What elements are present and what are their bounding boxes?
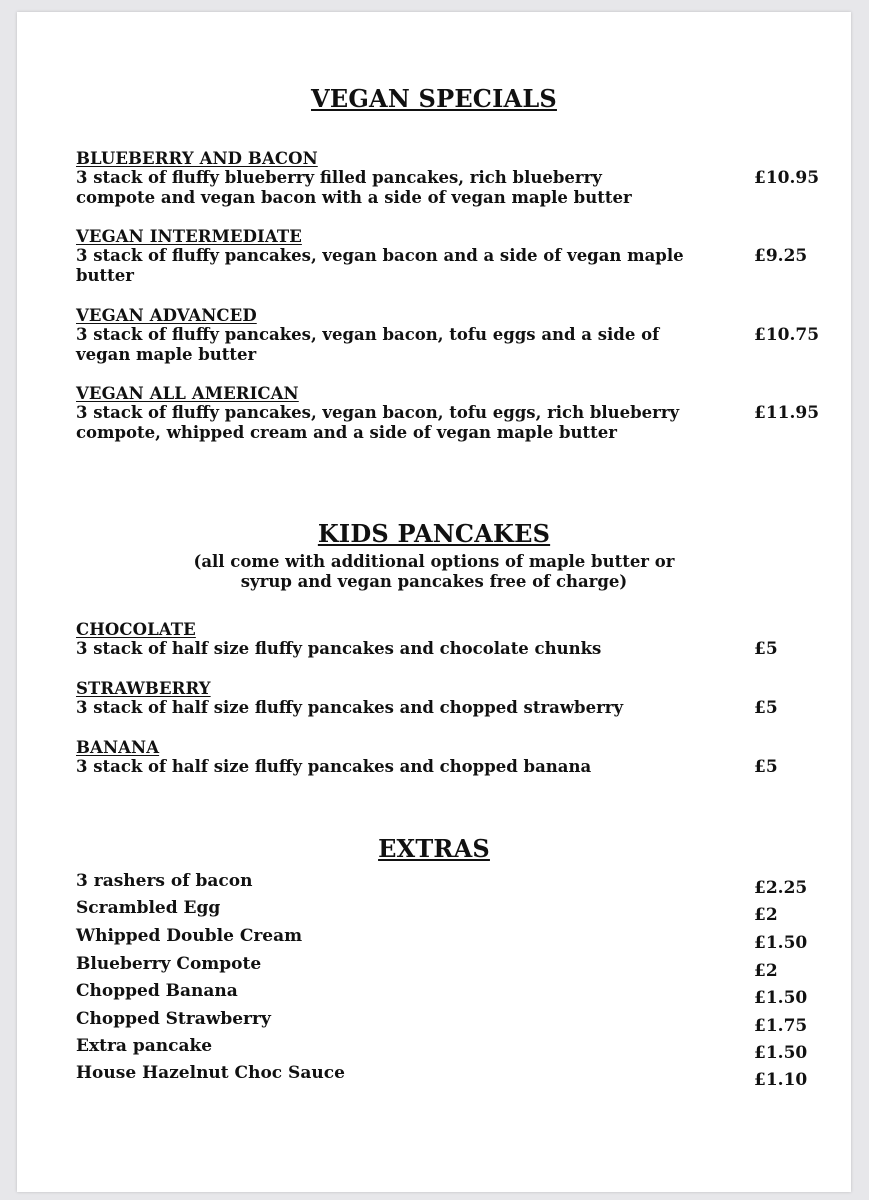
extra-item-price: £1.50 bbox=[754, 1043, 808, 1063]
menu-item-name: BANANA bbox=[76, 738, 160, 757]
menu-item-price: £10.95 bbox=[754, 168, 820, 188]
menu-item-description: 3 stack of fluffy pancakes, vegan bacon, tofu eggs and a side of vegan maple butter bbox=[76, 325, 660, 364]
extra-item-name: Extra pancake bbox=[76, 1036, 213, 1056]
menu-item-name: VEGAN ALL AMERICAN bbox=[76, 384, 299, 403]
menu-item-blueberry-and-bacon bbox=[76, 149, 816, 208]
kids-pancakes-note-line2: syrup and vegan pancakes free of charge) bbox=[240, 572, 628, 591]
kids-pancakes-note-line1: (all come with additional options of maple butter or bbox=[193, 552, 675, 571]
menu-item-price: £9.25 bbox=[754, 246, 808, 266]
menu-item-description: 3 stack of half size fluffy pancakes and chopped banana bbox=[76, 757, 592, 776]
menu-item-name: VEGAN ADVANCED bbox=[76, 306, 257, 325]
menu-item-chocolate bbox=[76, 620, 816, 659]
menu-page bbox=[17, 12, 851, 1192]
extra-item-name: Chopped Banana bbox=[76, 981, 238, 1001]
menu-item-description: 3 stack of fluffy pancakes, vegan bacon, tofu eggs, rich blueberry compote, whipped cream and a side of vegan maple butter bbox=[76, 403, 680, 442]
extra-item-price: £2.25 bbox=[754, 878, 808, 898]
kids-pancakes-heading: KIDS PANCAKES bbox=[317, 519, 551, 548]
menu-item-vegan-intermediate bbox=[76, 227, 816, 286]
menu-item-banana bbox=[76, 738, 816, 777]
extra-item-name: 3 rashers of bacon bbox=[76, 871, 253, 891]
menu-item-price: £5 bbox=[754, 698, 778, 718]
menu-item-name: STRAWBERRY bbox=[76, 679, 211, 698]
extra-item-name: Chopped Strawberry bbox=[76, 1009, 271, 1029]
menu-item-price: £11.95 bbox=[754, 403, 820, 423]
menu-item-description: 3 stack of half size fluffy pancakes and chocolate chunks bbox=[76, 639, 602, 658]
menu-item-price: £5 bbox=[754, 757, 778, 777]
menu-item-description: 3 stack of fluffy blueberry filled pancakes, rich blueberry compote and vegan bacon with a side of vegan maple butter bbox=[76, 168, 632, 207]
extra-item-price: £2 bbox=[754, 905, 778, 925]
extras-heading: EXTRAS bbox=[378, 834, 490, 863]
menu-item-name: CHOCOLATE bbox=[76, 620, 196, 639]
menu-item-description: 3 stack of half size fluffy pancakes and chopped strawberry bbox=[76, 698, 624, 717]
menu-item-name: BLUEBERRY AND BACON bbox=[76, 149, 318, 168]
extra-item-price: £1.50 bbox=[754, 933, 808, 953]
menu-item-description: 3 stack of fluffy pancakes, vegan bacon and a side of vegan maple butter bbox=[76, 246, 684, 285]
extra-item-name: Blueberry Compote bbox=[76, 954, 262, 974]
menu-item-strawberry bbox=[76, 679, 816, 718]
menu-item-vegan-all-american bbox=[76, 384, 816, 443]
menu-item-price: £5 bbox=[754, 639, 778, 659]
extra-item-name: Whipped Double Cream bbox=[76, 926, 303, 946]
extra-item-price: £1.50 bbox=[754, 988, 808, 1008]
extra-item-name: House Hazelnut Choc Sauce bbox=[76, 1063, 345, 1083]
menu-item-name: VEGAN INTERMEDIATE bbox=[76, 227, 302, 246]
menu-item-vegan-advanced bbox=[76, 306, 816, 365]
extra-item-price: £1.10 bbox=[754, 1070, 808, 1090]
extra-item-price: £1.75 bbox=[754, 1016, 808, 1036]
extra-item-name: Scrambled Egg bbox=[76, 898, 221, 918]
extra-item-price: £2 bbox=[754, 961, 778, 981]
menu-item-price: £10.75 bbox=[754, 325, 820, 345]
vegan-specials-heading: VEGAN SPECIALS bbox=[311, 84, 557, 113]
